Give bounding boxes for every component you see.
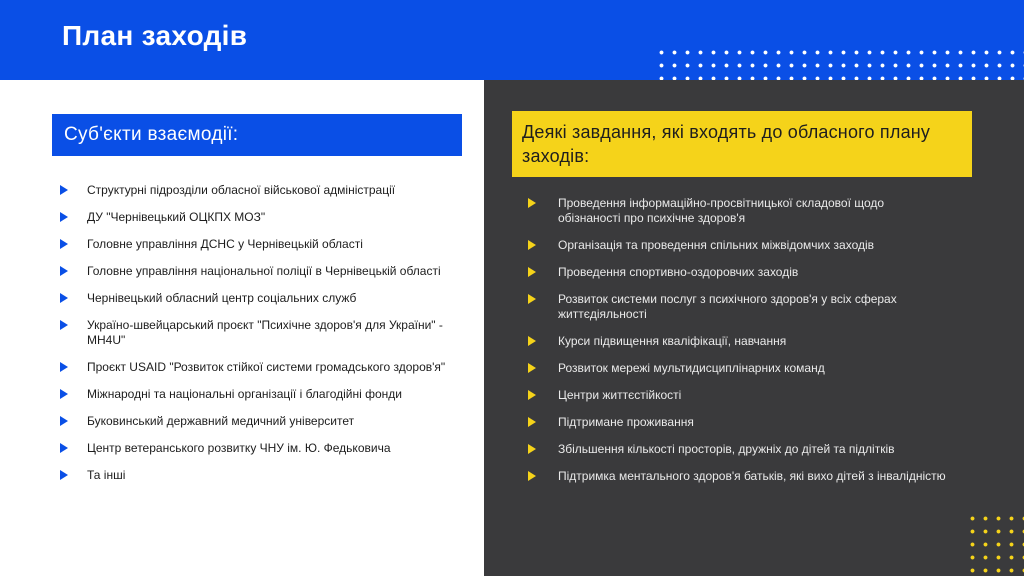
triangle-bullet-icon — [528, 471, 536, 481]
list-item-text: Розвиток мережі мультидисциплінарних команд — [558, 361, 825, 375]
list-item-text: Розвиток системи послуг з психічного здоров'я у всіх сферах життєдіяльності — [558, 292, 897, 321]
triangle-bullet-icon — [60, 266, 68, 276]
list-item — [60, 360, 460, 375]
list-item-text: Курси підвищення кваліфікації, навчання — [558, 334, 787, 348]
tasks-list — [528, 196, 948, 496]
list-item-text: Проєкт USAID "Розвиток стійкої системи громадського здоров'я" — [87, 360, 446, 374]
triangle-bullet-icon — [528, 198, 536, 208]
triangle-bullet-icon — [60, 320, 68, 330]
list-item-text: Та інші — [87, 468, 126, 482]
triangle-bullet-icon — [528, 294, 536, 304]
list-item-text: Структурні підрозділи обласної військової адміністрації — [87, 183, 396, 197]
triangle-bullet-icon — [60, 389, 68, 399]
list-item-text: Центр ветеранського розвитку ЧНУ ім. Ю. Федьковича — [87, 441, 391, 455]
triangle-bullet-icon — [528, 390, 536, 400]
list-item-text: Збільшення кількості просторів, дружніх до дітей та підлітків — [558, 442, 895, 456]
header-bar — [0, 0, 1024, 80]
triangle-bullet-icon — [60, 212, 68, 222]
list-item-text: Міжнародні та національні організації і благодійні фонди — [87, 387, 402, 401]
triangle-bullet-icon — [60, 470, 68, 480]
partners-list — [60, 183, 460, 495]
list-item-text: Проведення спортивно-оздоровчих заходів — [558, 265, 799, 279]
triangle-bullet-icon — [60, 416, 68, 426]
list-item-text: Підтримка ментального здоров'я батьків, які вихо дітей з інвалідністю — [558, 469, 946, 483]
left-heading: Суб'єкти взаємодії: — [52, 114, 462, 156]
triangle-bullet-icon — [528, 363, 536, 373]
triangle-bullet-icon — [528, 336, 536, 346]
triangle-bullet-icon — [60, 293, 68, 303]
triangle-bullet-icon — [528, 240, 536, 250]
list-item — [528, 442, 948, 457]
list-item — [528, 334, 948, 349]
list-item — [528, 196, 948, 226]
list-item — [60, 414, 460, 429]
list-item-text: Проведення інформаційно-просвітницької складової щодо обізнаності про психічне здоров'я — [558, 196, 885, 225]
list-item — [528, 361, 948, 376]
list-item — [528, 469, 948, 484]
list-item-text: Буковинський державний медичний університет — [87, 414, 355, 428]
list-item-text: Головне управління ДСНС у Чернівецькій області — [87, 237, 363, 251]
triangle-bullet-icon — [528, 267, 536, 277]
list-item-text: Чернівецький обласний центр соціальних служб — [87, 291, 357, 305]
list-item — [60, 264, 460, 279]
list-item — [60, 210, 460, 225]
triangle-bullet-icon — [60, 443, 68, 453]
list-item — [60, 468, 460, 483]
list-item — [528, 265, 948, 280]
decorative-dots-header — [655, 46, 1024, 80]
slide-title: План заходів — [62, 20, 248, 51]
list-item — [60, 291, 460, 306]
list-item — [528, 238, 948, 253]
list-item — [528, 292, 948, 322]
list-item — [528, 415, 948, 430]
list-item — [60, 387, 460, 402]
list-item-text: Центри життєстійкості — [558, 388, 682, 402]
list-item — [60, 441, 460, 456]
triangle-bullet-icon — [60, 362, 68, 372]
list-item-text: Україно-швейцарський проєкт "Психічне здоров'я для України" - MH4U" — [87, 318, 443, 347]
right-heading: Деякі завдання, які входять до обласного плану заходів: — [512, 111, 972, 177]
list-item — [60, 183, 460, 198]
list-item-text: ДУ "Чернівецький ОЦКПХ МОЗ" — [87, 210, 266, 224]
decorative-dots-corner — [966, 512, 1024, 576]
triangle-bullet-icon — [60, 185, 68, 195]
triangle-bullet-icon — [528, 444, 536, 454]
list-item — [60, 318, 460, 348]
triangle-bullet-icon — [528, 417, 536, 427]
list-item — [528, 388, 948, 403]
list-item-text: Головне управління національної поліції в Чернівецькій області — [87, 264, 441, 278]
list-item-text: Підтримане проживання — [558, 415, 694, 429]
list-item-text: Організація та проведення спільних міжвідомчих заходів — [558, 238, 875, 252]
triangle-bullet-icon — [60, 239, 68, 249]
list-item — [60, 237, 460, 252]
